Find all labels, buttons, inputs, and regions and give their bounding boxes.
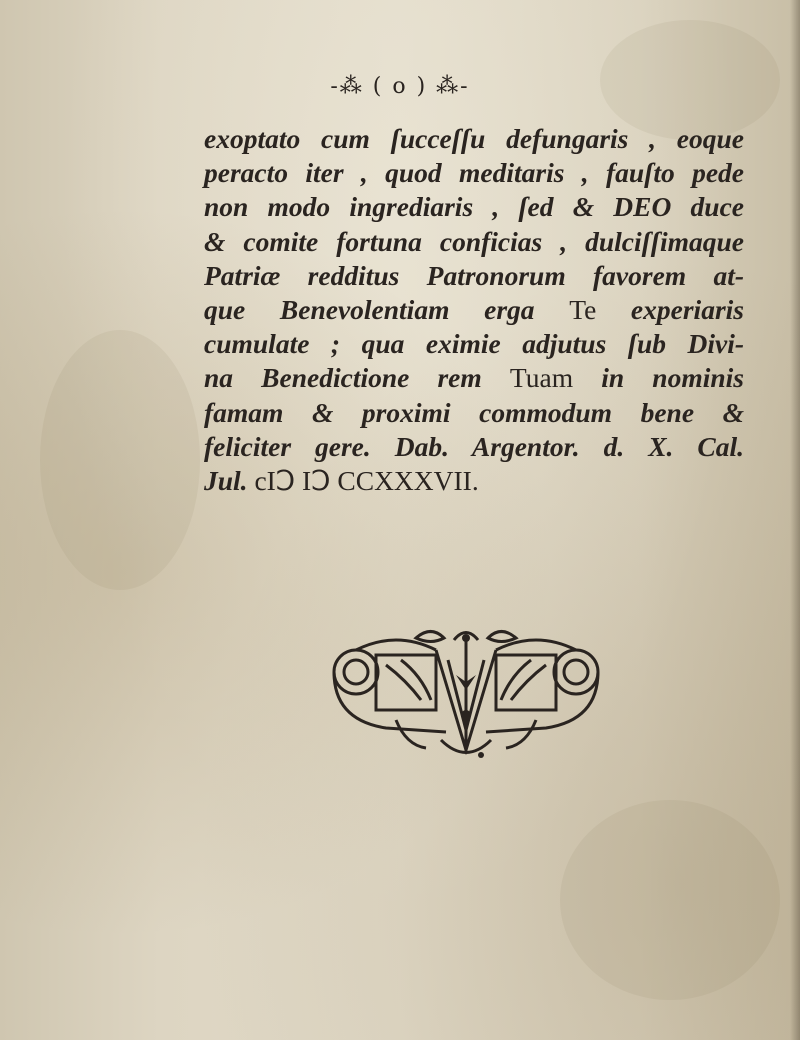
text-line: feliciter gere. Dab. Argentor. d. X. Cal. (204, 430, 744, 462)
text-line (204, 464, 744, 498)
text-line: famam & proximi commodum bene & (204, 396, 744, 428)
text-roman: Tuam (509, 362, 574, 394)
text-italic: experiaris (596, 293, 744, 325)
text-line: & comite fortuna conficias , dulciſſimaque (204, 225, 744, 257)
paper-stain (560, 800, 780, 1000)
date-roman-numerals: cIↃ IↃ CCXXXVII. (254, 464, 479, 496)
text-line (204, 361, 744, 395)
text-roman: Te (569, 293, 597, 325)
paper-stain (40, 330, 200, 590)
text-line: exoptato cum ſucceſſu defungaris , eoque (204, 123, 744, 154)
body-text (204, 122, 744, 498)
text-italic: Jul. (204, 464, 255, 496)
text-line (204, 293, 744, 327)
text-italic: na Benedictione rem (204, 362, 510, 394)
text-line: peracto iter , quod meditaris , fauſto pede (204, 157, 744, 189)
text-italic: que Benevolentiam erga (204, 293, 570, 325)
text-italic: in nominis (573, 362, 744, 394)
text-line: non modo ingrediaris , ſed & DEO duce (204, 191, 744, 223)
text-line: Patriæ redditus Patronorum favorem at- (204, 259, 744, 291)
page-header-ornament: -⁂ ( o ) ⁂- (330, 74, 470, 99)
tailpiece-ornament-icon (326, 620, 606, 765)
text-line: cumulate ; qua eximie adjutus ſub Divi- (204, 328, 744, 360)
